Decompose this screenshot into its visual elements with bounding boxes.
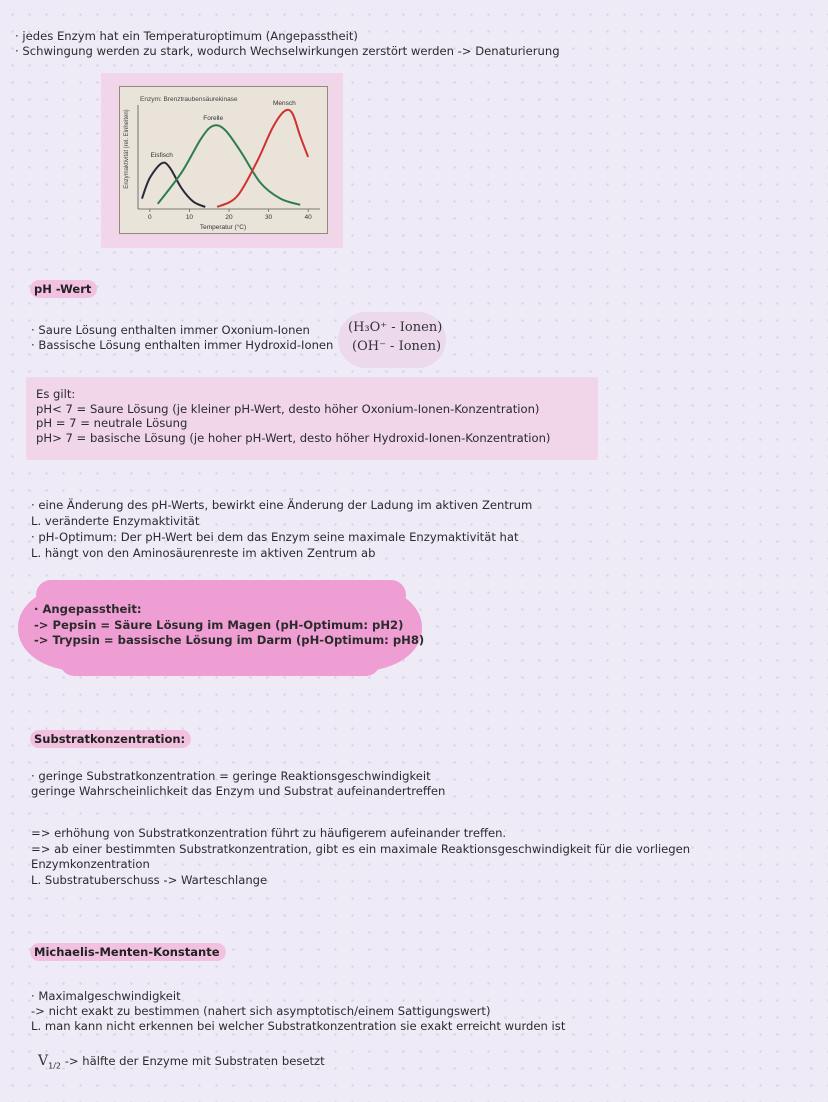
x-tick-label: 0 <box>148 214 152 221</box>
michaelis-line-2: -> nicht exakt zu bestimmen (nahert sich asymptotisch/einem Sattigungswert) <box>31 1004 491 1018</box>
ph-change-4: L. hängt von den Aminosäurenreste im aktiven Zentrum ab <box>31 546 376 560</box>
michaelis-line-4 <box>38 1055 325 1072</box>
substrate-line-3: => erhöhung von Substratkonzentration führt zu häufigerem aufeinander treffen. <box>31 826 507 840</box>
chart-title: Enzym: Brenztraubensäurekinase <box>140 96 238 103</box>
x-tick-label: 20 <box>225 214 233 221</box>
rule-base: pH> 7 = basische Lösung (je hoher pH-Wert, desto höher Hydroxid-Ionen-Konzentration) <box>36 431 551 445</box>
x-tick-label: 40 <box>304 214 312 221</box>
temperature-chart <box>119 86 328 234</box>
adapt-pepsin: -> Pepsin = Säure Lösung im Magen (pH-Optimum: pH2) <box>34 618 404 632</box>
ph-line-1: · Saure Lösung enthalten immer Oxonium-Ionen <box>31 323 310 337</box>
substrate-line-2: geringe Wahrscheinlichkeit das Enzym und Substrat aufeinandertreffen <box>31 784 446 798</box>
adapt-line-1: · Angepasstheit: <box>34 602 142 616</box>
adapt-trypsin: -> Trypsin = bassische Lösung im Darm (pH-Optimum: pH8) <box>34 633 425 647</box>
oxonium-formula: (H₃O⁺ - Ionen) <box>348 320 443 335</box>
michaelis-line-3: L. man kann nicht erkennen bei welcher Substratkonzentration sie exakt erreicht wurden ist <box>31 1019 566 1033</box>
v-half-text: -> hälfte der Enzyme mit Substraten besetzt <box>64 1054 325 1068</box>
series-label-eisfisch: Eisfisch <box>150 152 173 160</box>
ph-change-2: L. veränderte Enzymaktivität <box>31 514 200 528</box>
ph-heading: pH -Wert <box>30 280 97 298</box>
series-label-mensch: Mensch <box>273 100 296 108</box>
x-axis-label: Temperatur (°C) <box>199 224 247 231</box>
chart-paper <box>120 87 327 233</box>
adapt-highlight-bottom <box>60 648 380 676</box>
v-symbol: V <box>38 1053 49 1069</box>
y-axis-label: Enzymaktivität (rel. Einheiten) <box>124 109 130 189</box>
series-label-forelle: Forelle <box>203 114 224 122</box>
x-tick-label: 10 <box>185 214 194 221</box>
ph-change-3: · pH-Optimum: Der pH-Wert bei dem das Enzym seine maximale Enzymaktivität hat <box>31 530 519 544</box>
substrate-line-6: L. Substratuberschuss -> Warteschlange <box>31 873 268 887</box>
michaelis-heading: Michaelis-Menten-Konstante <box>30 943 226 961</box>
chart-svg <box>120 87 327 233</box>
rule-heading: Es gilt: <box>36 387 76 401</box>
substrate-heading: Substratkonzentration: <box>30 730 191 748</box>
substrate-line-1: · geringe Substratkonzentration = geringe Reaktionsgeschwindigkeit <box>31 769 431 783</box>
v-subscript: 1/2 <box>48 1061 61 1071</box>
rule-acid: pH< 7 = Saure Lösung (je kleiner pH-Wert, desto höher Oxonium-Ionen-Konzentration) <box>36 402 540 416</box>
substrate-line-4: => ab einer bestimmten Substratkonzentration, gibt es ein maximale Reaktionsgeschwindigkeit für die vorliegen <box>31 842 691 856</box>
ph-line-2: · Bassische Lösung enthalten immer Hydroxid-Ionen <box>31 338 334 352</box>
substrate-line-5: Enzymkonzentration <box>31 857 150 871</box>
ph-change-1: · eine Änderung des pH-Werts, bewirkt eine Änderung der Ladung im aktiven Zentrum <box>31 498 533 512</box>
x-tick-label: 30 <box>264 214 273 221</box>
hydroxide-formula: (OH⁻ - Ionen) <box>352 339 442 354</box>
rule-neutral: pH = 7 = neutrale Lösung <box>36 416 188 430</box>
intro-line-2: · Schwingung werden zu stark, wodurch Wechselwirkungen zerstört werden -> Denaturierung <box>15 44 560 58</box>
intro-line-1: · jedes Enzym hat ein Temperaturoptimum (Angepasstheit) <box>15 29 358 43</box>
michaelis-line-1: · Maximalgeschwindigkeit <box>31 989 181 1003</box>
